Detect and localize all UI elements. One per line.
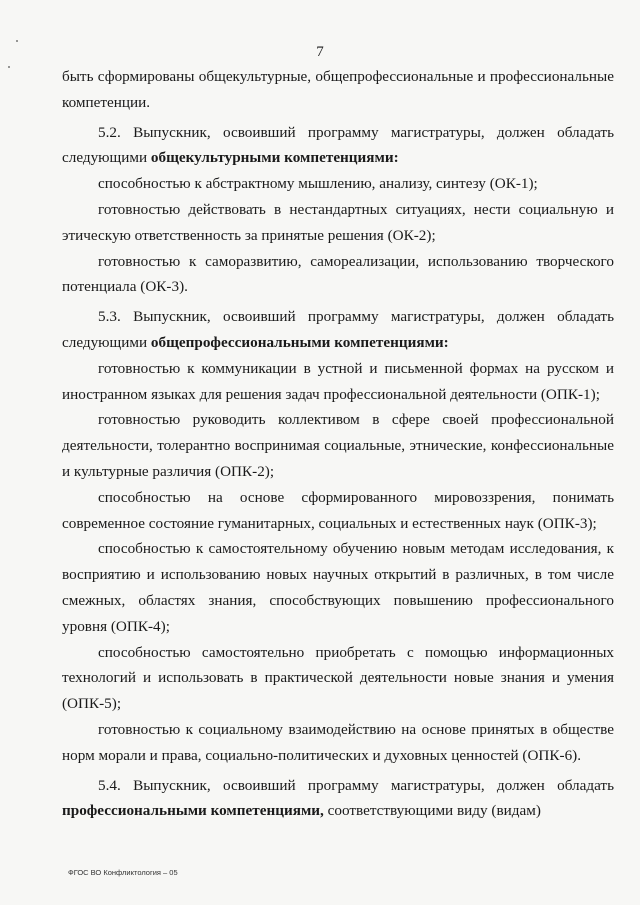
competence-opk-1: готовностью к коммуникации в устной и письменной формах на русском и иностранном языках для решения задач профессиональной деятельности (ОПК-1);	[62, 359, 614, 403]
section-5-3	[62, 304, 614, 356]
scan-speck	[16, 40, 18, 42]
scan-speck	[8, 66, 10, 68]
section-5-4-text: 5.4. Выпускник, освоивший программу магистратуры, должен обладать	[98, 776, 614, 794]
section-5-2-heading: общекультурными компетенциями:	[150, 149, 399, 167]
competence-opk-5: способностью самостоятельно приобретать с помощью информационных технологий и использовать в практической деятельности новые знания и умения (ОПК-5);	[62, 643, 614, 713]
section-5-2	[62, 120, 614, 172]
section-5-4-heading: профессиональными компетенциями,	[62, 802, 324, 820]
competence-ok-3: готовностью к саморазвитию, самореализации, использованию творческого потенциала (ОК-3).	[62, 252, 614, 296]
section-5-2-text: 5.2. Выпускник, освоивший программу магистратуры, должен обладать следующими	[62, 123, 614, 167]
document-body	[62, 64, 614, 824]
section-5-3-heading: общепрофессиональными компетенциями:	[150, 333, 449, 351]
section-5-4	[62, 773, 614, 825]
competence-opk-4: способностью к самостоятельному обучению новым методам исследования, к восприятию и использованию новых научных открытий в различных, в том числе смежных, областях знания, способствующих повышению профессионального уровня (ОПК-4);	[62, 540, 614, 635]
competence-opk-2: готовностью руководить коллективом в сфере своей профессиональной деятельности, толерантно воспринимая социальные, этнические, конфессиональные и культурные различия (ОПК-2);	[62, 411, 614, 480]
page-number: 7	[316, 44, 324, 60]
competence-ok-2: готовностью действовать в нестандартных ситуациях, нести социальную и этическую ответственность за принятые решения (ОК-2);	[62, 200, 614, 244]
competence-opk-3: способностью на основе сформированного мировоззрения, понимать современное состояние гуманитарных, социальных и естественных наук (ОПК-3);	[62, 488, 614, 532]
section-5-4-continuation: соответствующими виду (видам)	[323, 802, 541, 820]
document-footer: ФГОС ВО Конфликтология – 05	[68, 868, 178, 877]
competence-ok-1: способностью к абстрактному мышлению, анализу, синтезу (ОК-1);	[98, 175, 538, 193]
paragraph-continuation: быть сформированы общекультурные, общепрофессиональные и профессиональные компетенции.	[62, 68, 614, 111]
competence-opk-6: готовностью к социальному взаимодействию на основе принятых в обществе норм морали и права, социально-политических и духовных ценностей (ОПК-6).	[62, 720, 614, 764]
section-5-3-text: 5.3. Выпускник, освоивший программу магистратуры, должен обладать следующими	[62, 308, 614, 351]
